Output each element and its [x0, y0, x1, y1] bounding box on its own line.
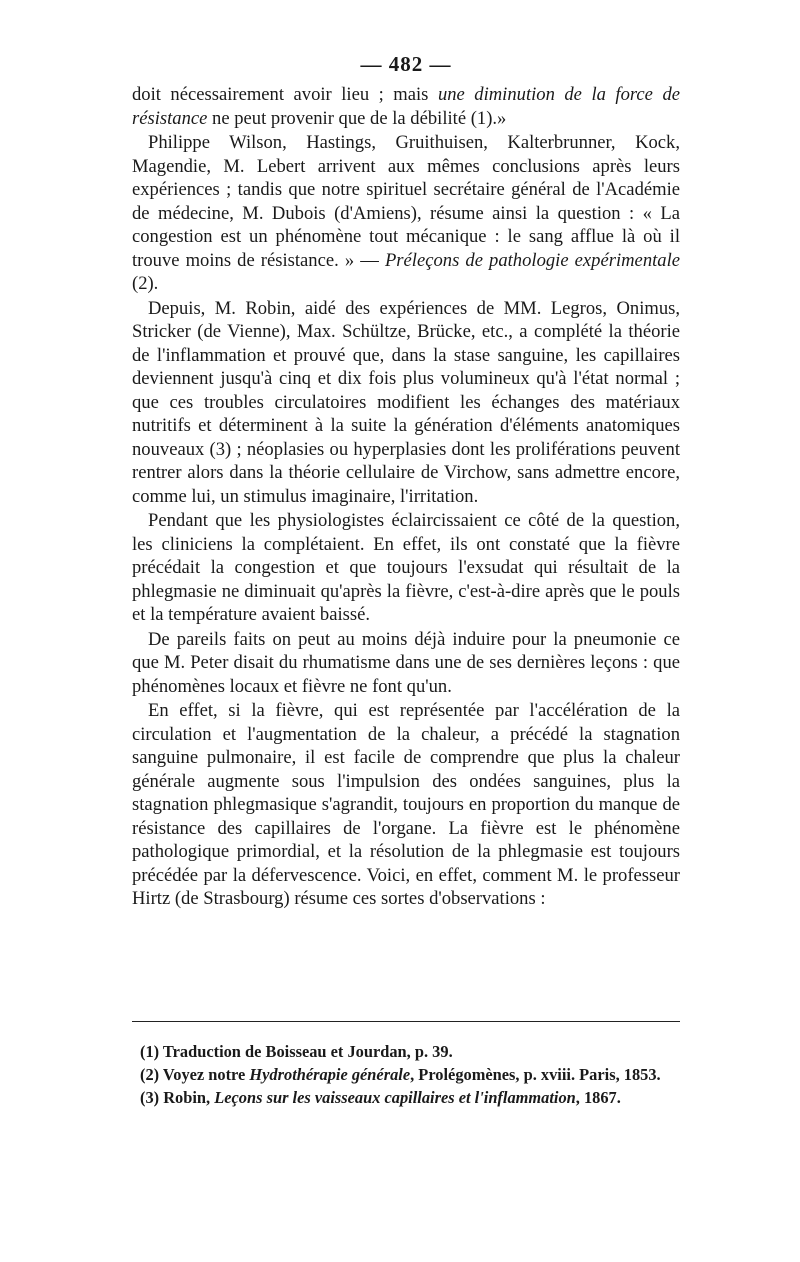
paragraph	[132, 628, 680, 699]
footnote	[140, 1086, 680, 1109]
text-span: De pareils faits on peut au moins déjà induire pour la pneumonie ce que M. Peter disait du rhumatisme dans une de ses dernières leçons : que phénomènes locaux et fièvre ne font qu'un.	[132, 628, 680, 697]
text-span: En effet, si la fièvre, qui est représentée par l'accélération de la circulation et l'augmentation de la chaleur, a précédé la stagnation sanguine pulmonaire, il est facile de comprendre que plus la chaleur générale augmente sous l'impulsion des ondées sanguines, plus la stagnation phlegmasique s'agrandit, toujours en proportion du manque de résistance des capillaires de l'organe. La fièvre est le phénomène pathologique primordial, et la résolution de la phlegmasie est toujours précédée par la défervescence. Voici, en effet, comment M. le professeur Hirtz (de Strasbourg) résume ces sortes d'observations :	[132, 700, 680, 909]
footnote	[140, 1040, 680, 1063]
text-span: (1) Traduction de Boisseau et Jourdan, p. 39.	[140, 1042, 453, 1061]
footnotes	[140, 1040, 680, 1109]
text-span: Pendant que les physiologistes éclaircissaient ce côté de la question, les cliniciens la complétaient. En effet, ils ont constaté que la fièvre précédait la congestion et que toujours l'exsudat qui résultait de la phlegmasie ne diminuait qu'après la fièvre, c'est-à-dire après que le pouls et la température avaient baissé.	[132, 510, 680, 625]
footnote-divider	[132, 1021, 680, 1022]
paragraph	[132, 297, 680, 509]
paragraph	[132, 131, 680, 296]
italic-span: Hydrothérapie générale	[249, 1065, 411, 1084]
text-span: Depuis, M. Robin, aidé des expériences de MM. Legros, Onimus, Stricker (de Vienne), Max. Schültze, Brücke, etc., a complété la théorie de l'inflammation et prouvé que, dans la stase sanguine, les capillaires deviennent jusqu'à cinq et dix fois plus volumineux qu'à l'état normal ; que ces troubles circulatoires modifient les échanges des matériaux nutritifs et déterminent à la suite la génération d'éléments anatomiques nouveaux (3) ; néoplasies ou hyperplasies dont les proliférations peuvent rentrer alors dans la théorie cellulaire de Virchow, sans admettre encore, comme lui, un stimulus imaginaire, l'irritation.	[132, 297, 680, 507]
text-span: Philippe Wilson, Hastings, Gruithuisen, Kalterbrunner, Kock, Magendie, M. Lebert arrivent aux mêmes conclusions après leurs expériences ; tandis que notre spirituel secrétaire général de l'Académie de médecine, M. Dubois (d'Amiens), résume ainsi la question : « La congestion est un phénomène tout mécanique : le sang afflue là où il trouve moins de résistance. » —	[132, 132, 680, 271]
footnote	[140, 1063, 680, 1086]
text-span: (2).	[132, 273, 159, 294]
italic-span: Leçons sur les vaisseaux capillaires et l'inflammation	[214, 1088, 576, 1107]
text-span: doit nécessairement avoir lieu ; mais	[132, 84, 438, 105]
paragraph	[132, 699, 680, 911]
italic-span: une diminution de la force de résistance	[132, 84, 680, 129]
text-span: , 1867.	[575, 1088, 621, 1107]
italic-span: Préleçons de pathologie expérimentale	[384, 249, 680, 271]
paragraph	[132, 509, 680, 627]
body-text	[132, 83, 680, 911]
text-span: ne peut provenir que de la débilité (1).»	[207, 107, 507, 129]
text-span: (2) Voyez notre	[140, 1065, 250, 1084]
text-span: , Prolégomènes, p. xviii. Paris, 1853.	[410, 1065, 661, 1084]
page-number: — 482 —	[360, 52, 452, 76]
page	[132, 52, 680, 911]
paragraph	[132, 83, 680, 130]
text-span: (3) Robin,	[140, 1088, 215, 1107]
